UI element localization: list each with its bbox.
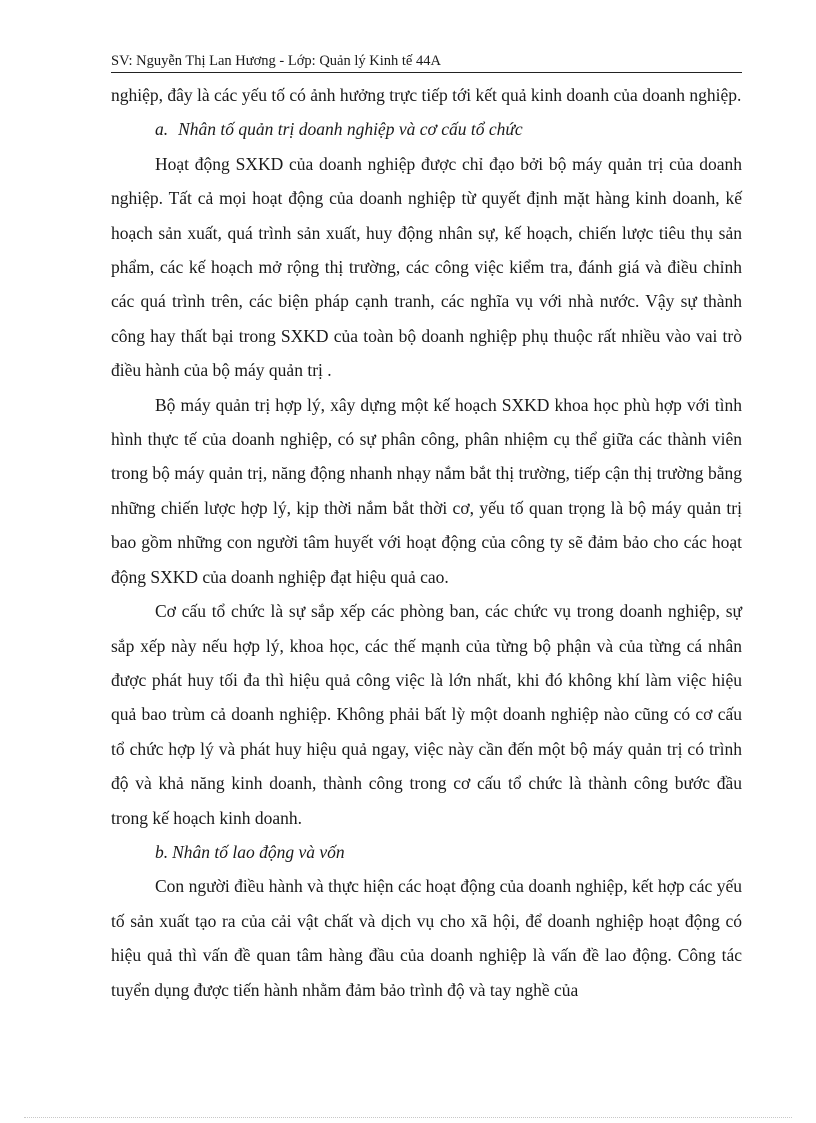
paragraph: Bộ máy quản trị hợp lý, xây dựng một kế hoạch SXKD khoa học phù hợp với tình hình thực tế của doanh nghiệp, có sự phân công, phân nhiệm cụ thể giữa các thành viên trong bộ máy quản trị, năng động nhanh nhạy nắm bắt thị trường, tiếp cận thị trường bằng những chiến lược hợp lý, kịp thời nắm bắt thời cơ, yếu tố quan trọng là bộ máy quản trị bao gồm những con người tâm huyết với hoạt động của công ty sẽ đảm bảo cho các hoạt động SXKD của doanh nghiệp đạt hiệu quả cao. xyxy=(111,394,742,587)
section-a-title: Nhân tố quản trị doanh nghiệp và cơ cấu tổ chức xyxy=(178,119,523,140)
page-bottom-divider xyxy=(24,1117,792,1118)
paragraph: Con người điều hành và thực hiện các hoạt động của doanh nghiệp, kết hợp các yếu tố sản xuất tạo ra của cải vật chất và dịch vụ cho xã hội, để doanh nghiệp hoạt động có hiệu quả thì vấn đề quan tâm hàng đầu của doanh nghiệp là vấn đề lao động. Công tác tuyển dụng được tiến hành nhằm đảm bảo trình độ và tay nghề của xyxy=(111,876,742,1000)
header-text: SV: Nguyễn Thị Lan Hương - Lớp: Quản lý Kinh tế 44A xyxy=(111,53,441,69)
paragraph: Cơ cấu tổ chức là sự sắp xếp các phòng ban, các chức vụ trong doanh nghiệp, sự sắp xếp này nếu hợp lý, khoa học, các thế mạnh của từng bộ phận và của từng cá nhân được phát huy tối đa thì hiệu quả công việc là lớn nhất, khi đó không khí làm việc hiệu quả bao trùm cả doanh nghiệp. Không phải bất lỳ một doanh nghiệp nào cũng có cơ cấu tổ chức hợp lý và phát huy hiệu quả ngay, việc này cần đến một bộ máy quản trị có trình độ và khả năng kinh doanh, thành công trong cơ cấu tổ chức là thành công bước đầu trong kế hoạch kinh doanh. xyxy=(111,601,742,828)
continuation-paragraph: nghiệp, đây là các yếu tố có ảnh hưởng trực tiếp tới kết quả kinh doanh của doanh nghiệp. xyxy=(111,85,742,105)
section-b-marker: b. xyxy=(155,841,169,862)
section-a-marker: a. xyxy=(155,119,169,140)
section-b-heading xyxy=(111,835,742,869)
section-b-title: Nhân tố lao động và vốn xyxy=(172,841,345,862)
document-body xyxy=(111,78,742,1007)
section-a-heading xyxy=(111,112,742,146)
page-header xyxy=(111,52,742,73)
paragraph: Hoạt động SXKD của doanh nghiệp được chỉ đạo bởi bộ máy quản trị của doanh nghiệp. Tất cả mọi hoạt động của doanh nghiệp từ quyết định mặt hàng kinh doanh, kế hoạch sản xuất, quá trình sản xuất, huy động nhân sự, kế hoạch, chiến lược tiêu thụ sản phẩm, các kế hoạch mở rộng thị trường, các công việc kiểm tra, đánh giá và điều chỉnh các quá trình trên, các biện pháp cạnh tranh, các nghĩa vụ với nhà nước. Vậy sự thành công hay thất bại trong SXKD của toàn bộ doanh nghiệp phụ thuộc rất nhiều vào vai trò điều hành của bộ máy quản trị . xyxy=(111,153,742,381)
